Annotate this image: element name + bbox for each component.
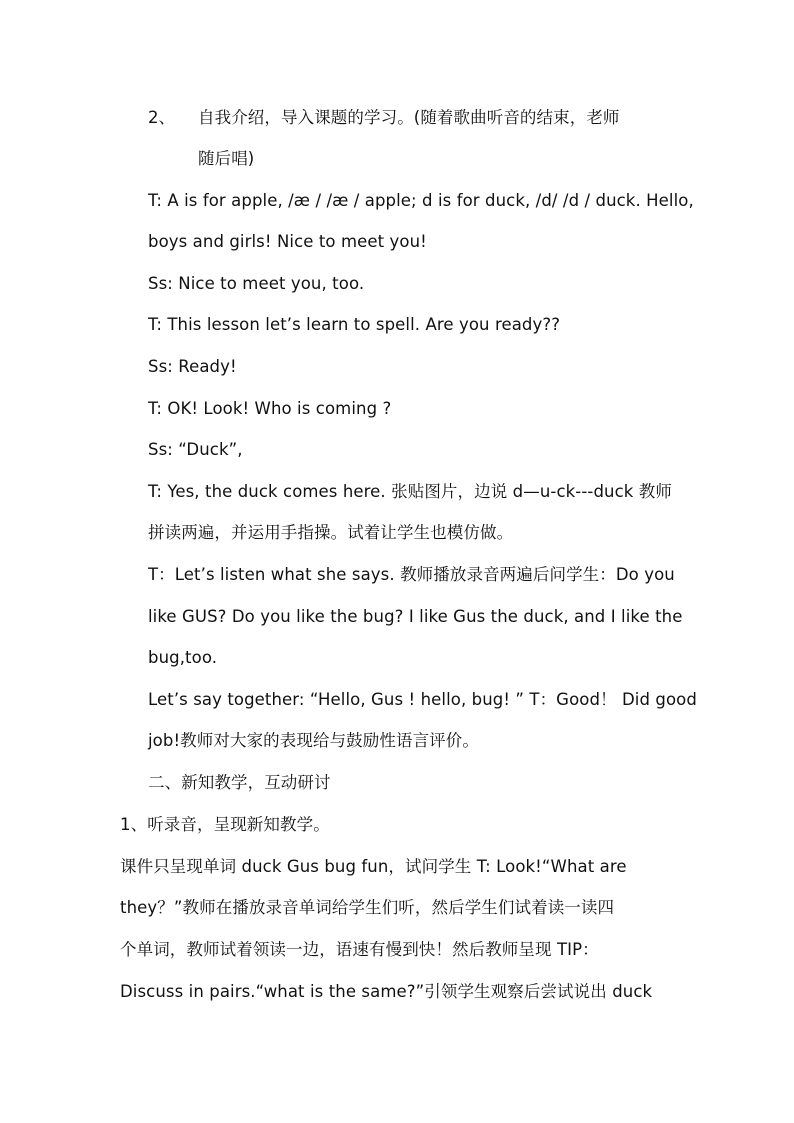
dialogue-line-5: Ss: Ready! xyxy=(148,357,237,376)
dialogue-line-13: Let’s say together: “Hello, Gus ! hello, bug! ” T：Good！ Did good xyxy=(148,690,697,709)
item-line-1: 自我介绍，导入课题的学习。(随着歌曲听音的结束，老师 xyxy=(198,108,620,127)
dialogue-line-14: job!教师对大家的表现给与鼓励性语言评价。 xyxy=(148,731,479,750)
dialogue-line-8: T: Yes, the duck comes here. 张贴图片，边说 d—u-ck---duck 教师 xyxy=(148,482,672,501)
item-number: 2、 xyxy=(148,108,175,127)
subsection-heading: 1、听录音，呈现新知教学。 xyxy=(120,815,330,834)
dialogue-line-3: Ss: Nice to meet you, too. xyxy=(148,274,365,293)
dialogue-line-10: T：Let’s listen what she says. 教师播放录音两遍后问学生：Do you xyxy=(148,565,675,584)
dialogue-line-6: T: OK! Look! Who is coming ? xyxy=(148,399,392,418)
paragraph-line-3: 个单词，教师试着领读一边，语速有慢到快！然后教师呈现 TIP： xyxy=(120,940,599,959)
section-heading: 二、新知教学，互动研讨 xyxy=(148,773,331,792)
item-line-2: 随后唱) xyxy=(198,149,255,168)
dialogue-line-11: like GUS? Do you like the bug? I like Gus the duck, and I like the xyxy=(148,607,683,626)
dialogue-line-4: T: This lesson let’s learn to spell. Are you ready?? xyxy=(148,315,561,334)
dialogue-line-1: T: A is for apple, /æ / /æ / apple; d is for duck, /d/ /d / duck. Hello, xyxy=(148,191,694,210)
dialogue-line-2: boys and girls! Nice to meet you! xyxy=(148,232,427,251)
paragraph-line-1: 课件只呈现单词 duck Gus bug fun，试问学生 T: Look!“What are xyxy=(120,857,627,876)
dialogue-line-12: bug,too. xyxy=(148,648,218,667)
dialogue-line-7: Ss: “Duck”, xyxy=(148,440,243,459)
dialogue-line-9: 拼读两遍，并运用手指操。试着让学生也模仿做。 xyxy=(148,523,514,542)
paragraph-line-4: Discuss in pairs.“what is the same?”引领学生观察后尝试说出 duck xyxy=(120,982,653,1001)
paragraph-line-2: they？”教师在播放录音单词给学生们听，然后学生们试着读一读四 xyxy=(120,898,615,917)
